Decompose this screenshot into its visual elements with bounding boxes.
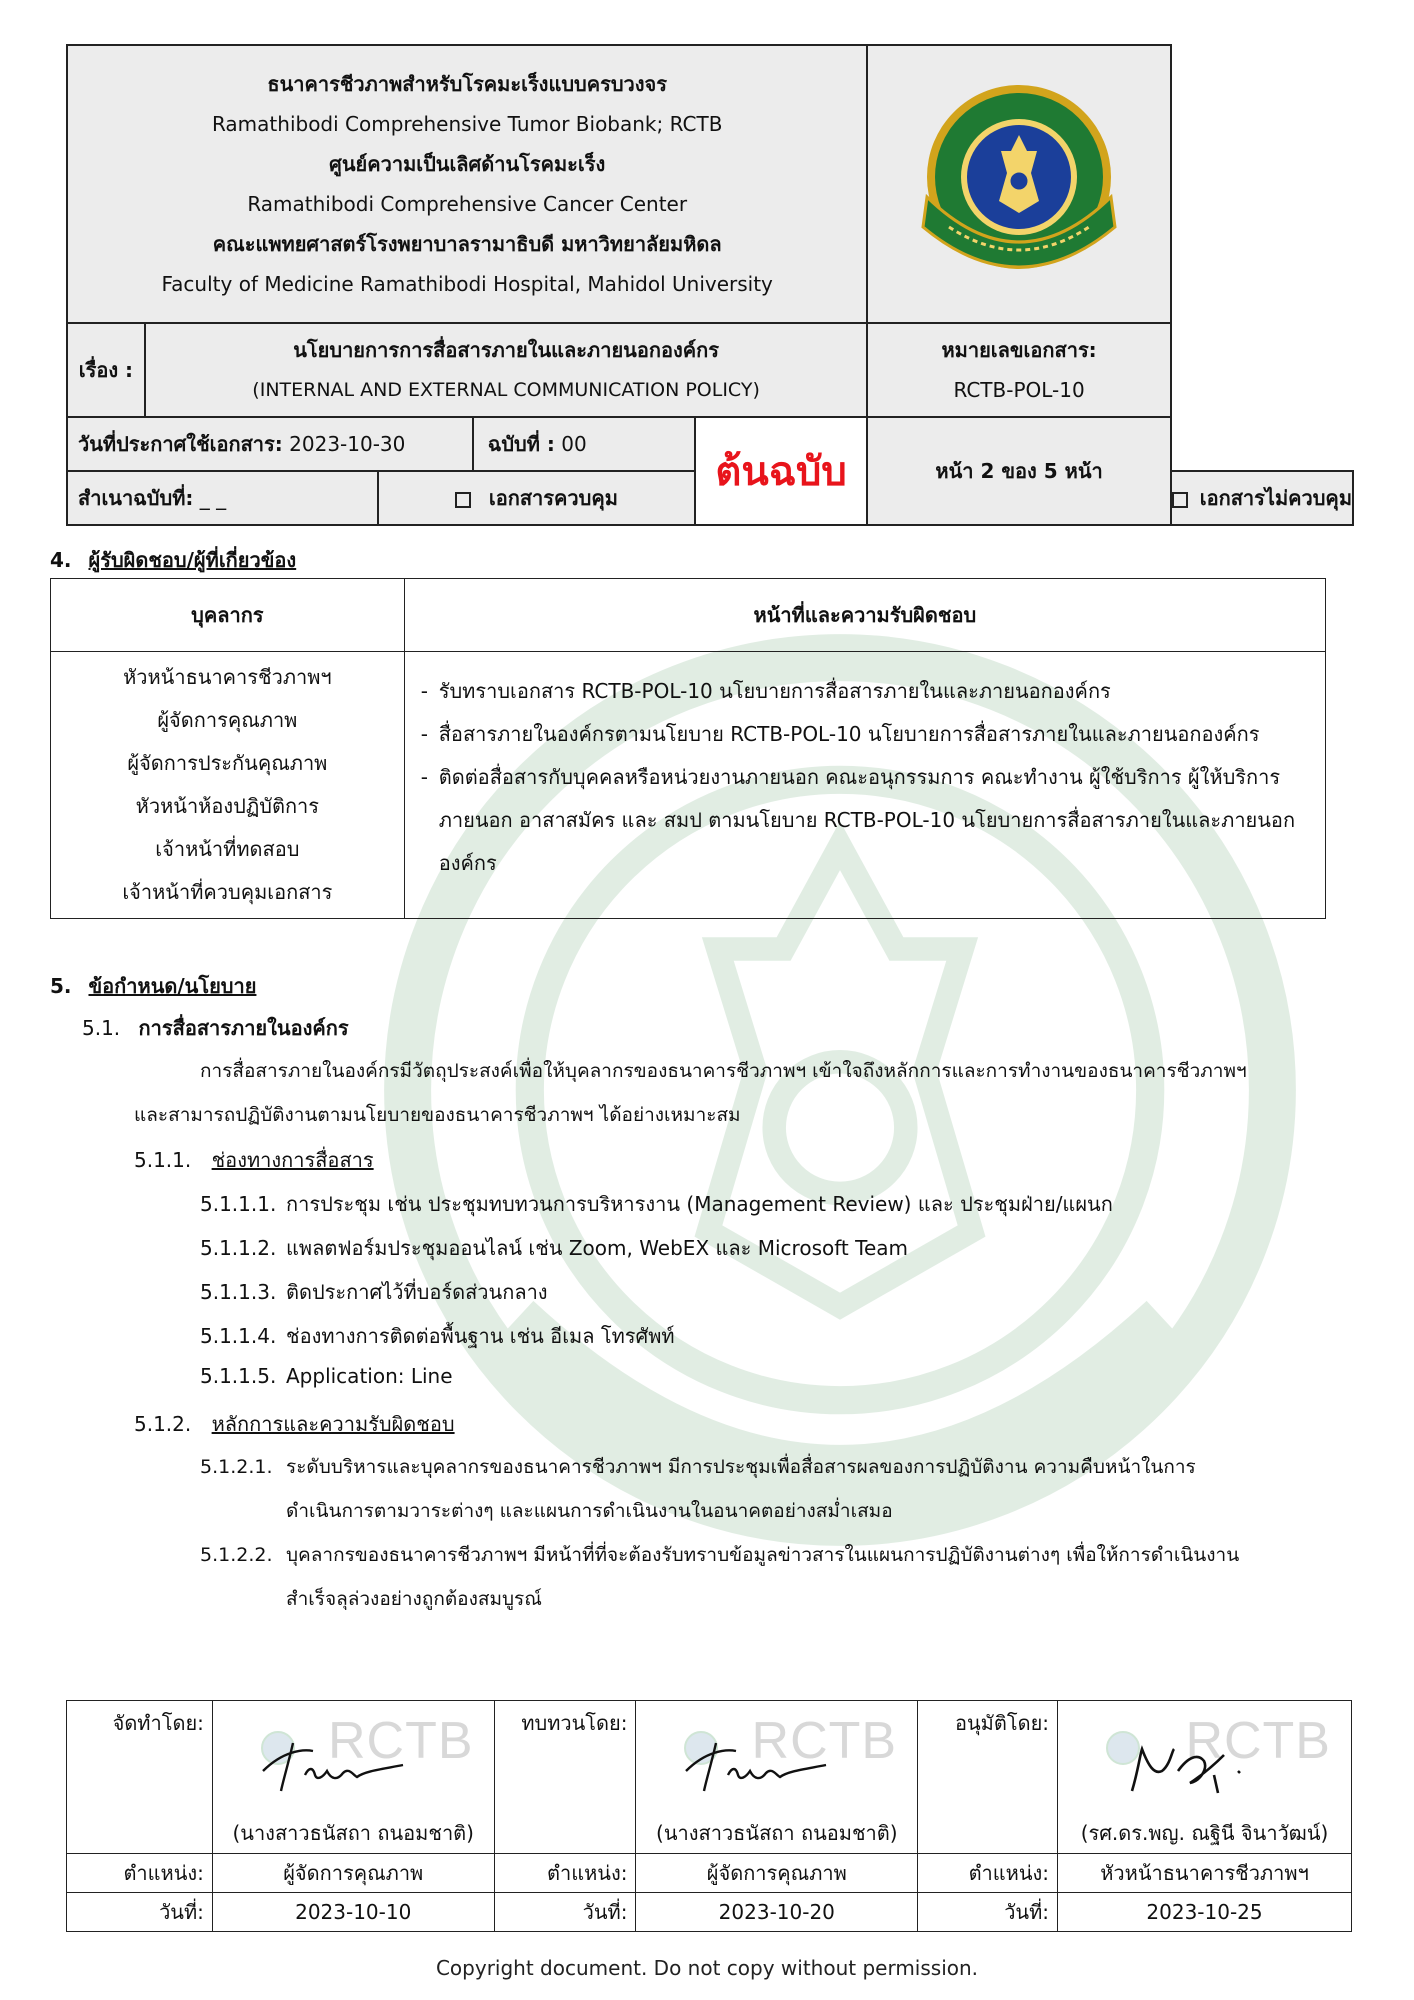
personnel-item: เจ้าหน้าที่ควบคุมเอกสาร	[122, 880, 333, 904]
rctb-watermark: RCTB	[1185, 1712, 1331, 1770]
section-4-title	[50, 544, 296, 576]
edition-value: 00	[561, 432, 587, 456]
section-number: 4.	[50, 548, 72, 572]
item-number: 5.1.2.2.	[200, 1544, 273, 1566]
subsection-number: 5.1.2.	[134, 1412, 192, 1436]
item-number: 5.1.1.2.	[200, 1236, 277, 1260]
subsection-5-1-1	[134, 1144, 374, 1176]
personnel-item: หัวหน้าธนาคารชีวภาพฯ	[123, 665, 332, 689]
item-text: ติดประกาศไว้ที่บอร์ดส่วนกลาง	[286, 1280, 548, 1304]
item-text: ระดับบริหารและบุคลากรของธนาคารชีวภาพฯ มีการประชุมเพื่อสื่อสารผลของการปฏิบัติงาน ความคืบหน้าในการ	[286, 1456, 1196, 1478]
personnel-item: ผู้จัดการคุณภาพ	[157, 708, 298, 732]
org-line: Ramathibodi Comprehensive Cancer Center	[247, 192, 688, 216]
paragraph-line: และสามารถปฏิบัติงานตามนโยบายของธนาคารชีวภาพฯ ได้อย่างเหมาะสม	[134, 1104, 741, 1126]
copy-number-cell	[67, 471, 378, 525]
subsection-title: หลักการและความรับผิดชอบ	[211, 1412, 455, 1436]
subsection-number: 5.1.	[82, 1016, 121, 1040]
duty-item: - ติดต่อสื่อสารกับบุคคลหรือหน่วยงานภายนอก คณะอนุกรรมการ คณะทำงาน ผู้ใช้บริการ ผู้ให้บริการภายนอก อาสาสมัคร และ สมป ตามนโยบาย RCTB-POL-10 นโยบายการสื่อสารภายในและภายนอกองค์กร	[421, 756, 1313, 885]
handwritten-signature-icon	[253, 1731, 413, 1801]
docno-value: RCTB-POL-10	[953, 378, 1085, 402]
item-number: 5.1.1.3.	[200, 1280, 277, 1304]
approved-name: (รศ.ดร.พญ. ณฐินี จินาวัฒน์)	[1058, 1813, 1352, 1854]
edition-label: ฉบับที่ :	[487, 432, 555, 456]
approval-footer	[66, 1700, 1352, 1932]
duty-item: - รับทราบเอกสาร RCTB-POL-10 นโยบายการสื่อสารภายในและภายนอกองค์กร	[421, 670, 1313, 713]
subsection-title: การสื่อสารภายในองค์กร	[138, 1016, 349, 1040]
date-label: วันที่:	[494, 1893, 636, 1932]
personnel-item: หัวหน้าห้องปฏิบัติการ	[135, 794, 320, 818]
subsection-title: ช่องทางการสื่อสาร	[211, 1148, 374, 1172]
list-item	[200, 1232, 908, 1264]
position-label: ตำแหน่ง:	[67, 1854, 213, 1893]
position-label: ตำแหน่ง:	[494, 1854, 636, 1893]
edition-cell	[473, 417, 695, 471]
issue-date-cell	[67, 417, 473, 471]
checkbox-icon[interactable]	[455, 492, 471, 508]
subject-thai: นโยบายการการสื่อสารภายในและภายนอกองค์กร	[293, 338, 719, 362]
section-title: ผู้รับผิดชอบ/ผู้ที่เกี่ยวข้อง	[88, 548, 297, 572]
item-text: แพลตฟอร์มประชุมออนไลน์ เช่น Zoom, WebEX และ Microsoft Team	[286, 1236, 908, 1260]
item-number: 5.1.1.5.	[200, 1364, 277, 1388]
list-item	[200, 1276, 548, 1308]
subject-label: เรื่อง :	[67, 323, 145, 417]
list-item	[200, 1540, 1239, 1570]
item-number: 5.1.1.4.	[200, 1324, 277, 1348]
copy-number-value: _ _	[199, 486, 227, 510]
controlled-doc-label: เอกสารควบคุม	[488, 486, 618, 510]
duty-item: - สื่อสารภายในองค์กรตามนโยบาย RCTB-POL-10 นโยบายการสื่อสารภายในและภายนอกองค์กร	[421, 713, 1313, 756]
item-text-continued: ดำเนินการตามวาระต่างๆ และแผนการดำเนินงานในอนาคตอย่างสม่ำเสมอ	[286, 1500, 893, 1522]
col-header-duty: หน้าที่และความรับผิดชอบ	[404, 579, 1325, 652]
paragraph-line: การสื่อสารภายในองค์กรมีวัตถุประสงค์เพื่อให้บุคลากรของธนาคารชีวภาพฯ เข้าใจถึงหลักการและการทำงานของธนาคารชีวภาพฯ	[200, 1060, 1247, 1082]
subsection-5-1-2	[134, 1408, 455, 1440]
personnel-list	[51, 652, 405, 919]
docno-label: หมายเลขเอกสาร:	[941, 338, 1097, 362]
section-title: ข้อกำหนด/นโยบาย	[88, 974, 257, 998]
original-stamp: ต้นฉบับ	[695, 417, 868, 525]
uncontrolled-doc-label: เอกสารไม่ควบคุม	[1199, 486, 1352, 510]
item-text: การประชุม เช่น ประชุมทบทวนการบริหารงาน (Management Review) และ ประชุมฝ่าย/แผนก	[286, 1192, 1113, 1216]
controlled-doc-cell	[378, 471, 695, 525]
approved-signature-cell	[1058, 1701, 1352, 1814]
list-item	[200, 1452, 1196, 1482]
handwritten-signature-icon	[676, 1731, 836, 1801]
prepared-position: ผู้จัดการคุณภาพ	[212, 1854, 494, 1893]
docno-cell	[867, 323, 1170, 417]
prepared-by-label: จัดทำโดย:	[67, 1701, 213, 1854]
reviewed-name: (นางสาวธนัสถา ถนอมชาติ)	[636, 1813, 918, 1854]
rctb-watermark: RCTB	[751, 1712, 898, 1770]
list-item	[200, 1364, 453, 1388]
issue-date-label: วันที่ประกาศใช้เอกสาร:	[78, 432, 283, 456]
logo-cell	[867, 45, 1170, 323]
date-label: วันที่:	[67, 1893, 213, 1932]
prepared-date: 2023-10-10	[212, 1893, 494, 1932]
checkbox-icon[interactable]	[1172, 492, 1188, 508]
reviewed-by-label: ทบทวนโดย:	[494, 1701, 636, 1854]
reviewed-signature-cell	[636, 1701, 918, 1814]
organization-block	[67, 45, 867, 323]
org-line: Ramathibodi Comprehensive Tumor Biobank; RCTB	[211, 112, 723, 136]
page-info: หน้า 2 ของ 5 หน้า	[867, 417, 1170, 525]
subsection-number: 5.1.1.	[134, 1148, 192, 1172]
date-label: วันที่:	[918, 1893, 1058, 1932]
duty-list	[404, 652, 1325, 919]
reviewed-position: ผู้จัดการคุณภาพ	[636, 1854, 918, 1893]
uncontrolled-doc-cell	[1171, 471, 1353, 525]
item-text: บุคลากรของธนาคารชีวภาพฯ มีหน้าที่ที่จะต้องรับทราบข้อมูลข่าวสารในแผนการปฏิบัติงานต่างๆ เพื่อให้การดำเนินงาน	[286, 1544, 1240, 1566]
org-line: ธนาคารชีวภาพสำหรับโรคมะเร็งแบบครบวงจร	[267, 72, 667, 96]
prepared-signature-cell	[212, 1701, 494, 1814]
subject-cell	[145, 323, 868, 417]
item-text: ช่องทางการติดต่อพื้นฐาน เช่น อีเมล โทรศัพท์	[286, 1324, 675, 1348]
copyright-notice: Copyright document. Do not copy without permission.	[435, 1956, 979, 1980]
position-label: ตำแหน่ง:	[918, 1854, 1058, 1893]
org-line: คณะแพทยศาสตร์โรงพยาบาลรามาธิบดี มหาวิทยาลัยมหิดล	[212, 232, 722, 256]
responsibility-table	[50, 578, 1326, 919]
issue-date-value: 2023-10-30	[289, 432, 406, 456]
list-item	[200, 1188, 1113, 1220]
item-number: 5.1.1.1.	[200, 1192, 277, 1216]
section-5-title	[50, 970, 256, 1002]
rctb-watermark: RCTB	[327, 1712, 474, 1770]
subject-english: (INTERNAL AND EXTERNAL COMMUNICATION POLICY)	[252, 379, 760, 401]
item-text-continued: สำเร็จลุล่วงอย่างถูกต้องสมบูรณ์	[286, 1588, 542, 1610]
handwritten-signature-icon	[1118, 1731, 1268, 1801]
list-item	[200, 1320, 675, 1352]
personnel-item: ผู้จัดการประกันคุณภาพ	[127, 751, 328, 775]
col-header-personnel: บุคลากร	[51, 579, 405, 652]
prepared-name: (นางสาวธนัสถา ถนอมชาติ)	[212, 1813, 494, 1854]
document-header	[66, 44, 1354, 526]
item-number: 5.1.2.1.	[200, 1456, 273, 1478]
item-text: Application: Line	[286, 1364, 453, 1388]
org-line: ศูนย์ความเป็นเลิศด้านโรคมะเร็ง	[329, 152, 606, 176]
approved-position: หัวหน้าธนาคารชีวภาพฯ	[1058, 1854, 1352, 1893]
copy-number-label: สำเนาฉบับที่:	[78, 486, 194, 510]
section-number: 5.	[50, 974, 72, 998]
approved-date: 2023-10-25	[1058, 1893, 1352, 1932]
org-line: Faculty of Medicine Ramathibodi Hospital, Mahidol University	[161, 272, 773, 296]
reviewed-date: 2023-10-20	[636, 1893, 918, 1932]
subsection-5-1	[82, 1012, 349, 1044]
approved-by-label: อนุมัติโดย:	[918, 1701, 1058, 1854]
mahidol-ramathibodi-seal-icon	[909, 77, 1129, 287]
personnel-item: เจ้าหน้าที่ทดสอบ	[155, 837, 300, 861]
